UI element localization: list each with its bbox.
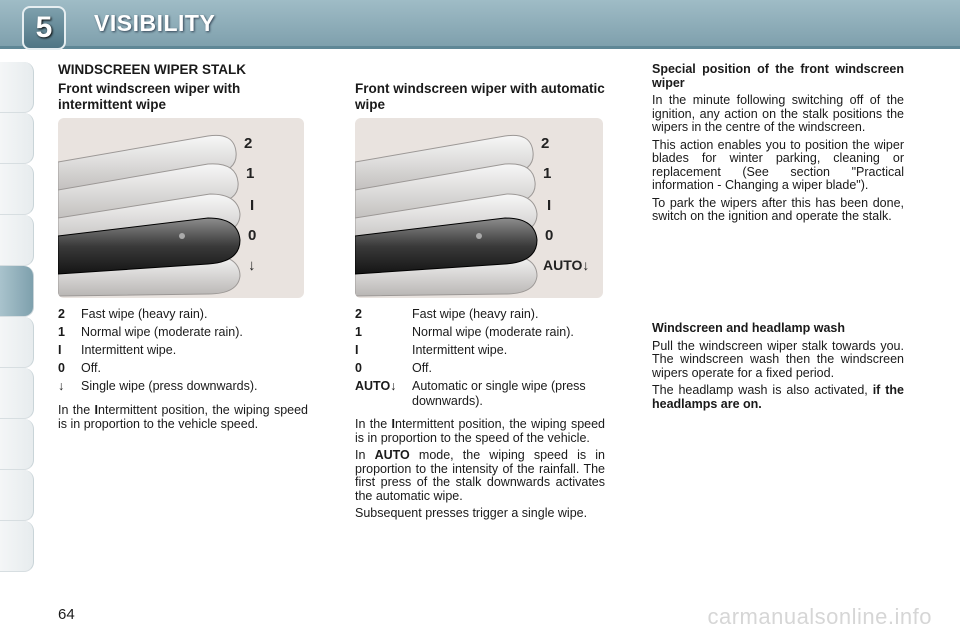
col1-note: In the Intermittent position, the wiping speed is in proportion to the vehicle speed. xyxy=(58,403,308,431)
list-item: 1 Normal wipe (moderate rain). xyxy=(58,325,243,339)
list-item: 0 Off. xyxy=(58,361,101,375)
watermark: carmanualsonline.info xyxy=(707,604,932,629)
list-item: ↓ Single wipe (press downwards). xyxy=(58,379,258,393)
list-item: 2 Fast wipe (heavy rain). xyxy=(355,307,539,321)
side-tab-6[interactable] xyxy=(0,317,34,368)
col2-notes: In the Intermittent position, the wiping speed is in proportion to the speed of the vehicle. In AUTO mode, the wiping speed is in proportion to the intensity of the rainfall. The first press of the stalk downwards activates the automatic wipe. Subsequent presses trigger a single wipe. xyxy=(355,417,605,520)
stalk-label: 2 xyxy=(541,135,550,152)
col1-position-list xyxy=(58,307,308,397)
list-item: I Intermittent wipe. xyxy=(355,343,508,357)
side-tab-8[interactable] xyxy=(0,419,34,470)
chapter-number-badge: 5 xyxy=(22,6,66,50)
col2-position-list xyxy=(355,307,605,412)
col2-heading: Front windscreen wiper with automatic wipe xyxy=(355,81,605,112)
list-item: 1 Normal wipe (moderate rain). xyxy=(355,325,574,339)
stalk-label: ↓ xyxy=(248,257,256,274)
side-tab-5-active[interactable] xyxy=(0,266,34,317)
stalk-label: I xyxy=(250,197,255,214)
wiper-stalk-photo-automatic xyxy=(355,118,603,298)
stalk-label: 1 xyxy=(246,165,255,182)
list-item: I Intermittent wipe. xyxy=(58,343,177,357)
section-heading: WINDSCREEN WIPER STALK xyxy=(58,62,246,77)
col3-special-position: Special position of the front windscreen wiper In the minute following switching off of the ignition, any action on the stalk positions the wipers in the centre of the windscreen. This action enables you to position the wiper blades for winter parking, cleaning or replacement (See section "Practical information - Changing a wiper blade"). To park the wipers after this has been done, switch on the ignition and operate the stalk. xyxy=(652,62,904,223)
stalk-label: 0 xyxy=(545,227,554,244)
list-item: 2 Fast wipe (heavy rain). xyxy=(58,307,208,321)
side-tab-10[interactable] xyxy=(0,521,34,572)
wash-heading: Windscreen and headlamp wash xyxy=(652,321,845,335)
stalk-label: 1 xyxy=(543,165,552,182)
col3-wash: Windscreen and headlamp wash Pull the windscreen wiper stalk towards you. The windscreen wash then the windscreen wipers operate for a fixed period. The headlamp wash is also activated, if the headlamps are on. xyxy=(652,321,905,411)
side-tab-9[interactable] xyxy=(0,470,34,521)
page-number: 64 xyxy=(58,606,75,623)
wiper-stalk-photo-intermittent xyxy=(58,118,304,298)
list-item: 0 Off. xyxy=(355,361,432,375)
stalk-label: 2 xyxy=(244,135,253,152)
header-divider xyxy=(0,46,960,49)
side-tab-4[interactable] xyxy=(0,215,34,266)
col1-heading: Front windscreen wiper with intermittent wipe xyxy=(58,81,241,112)
side-tab-1[interactable] xyxy=(0,62,34,113)
stalk-label: AUTO↓ xyxy=(543,257,590,273)
stalk-label: 0 xyxy=(248,227,257,244)
chapter-side-tabs xyxy=(0,62,34,572)
list-item: AUTO↓ Automatic or single wipe (press downwards). xyxy=(355,379,586,408)
chapter-title: VISIBILITY xyxy=(94,10,216,36)
side-tab-3[interactable] xyxy=(0,164,34,215)
stalk-label: I xyxy=(547,197,552,214)
side-tab-7[interactable] xyxy=(0,368,34,419)
special-position-heading: Special position of the front windscreen wiper xyxy=(652,62,904,90)
side-tab-2[interactable] xyxy=(0,113,34,164)
